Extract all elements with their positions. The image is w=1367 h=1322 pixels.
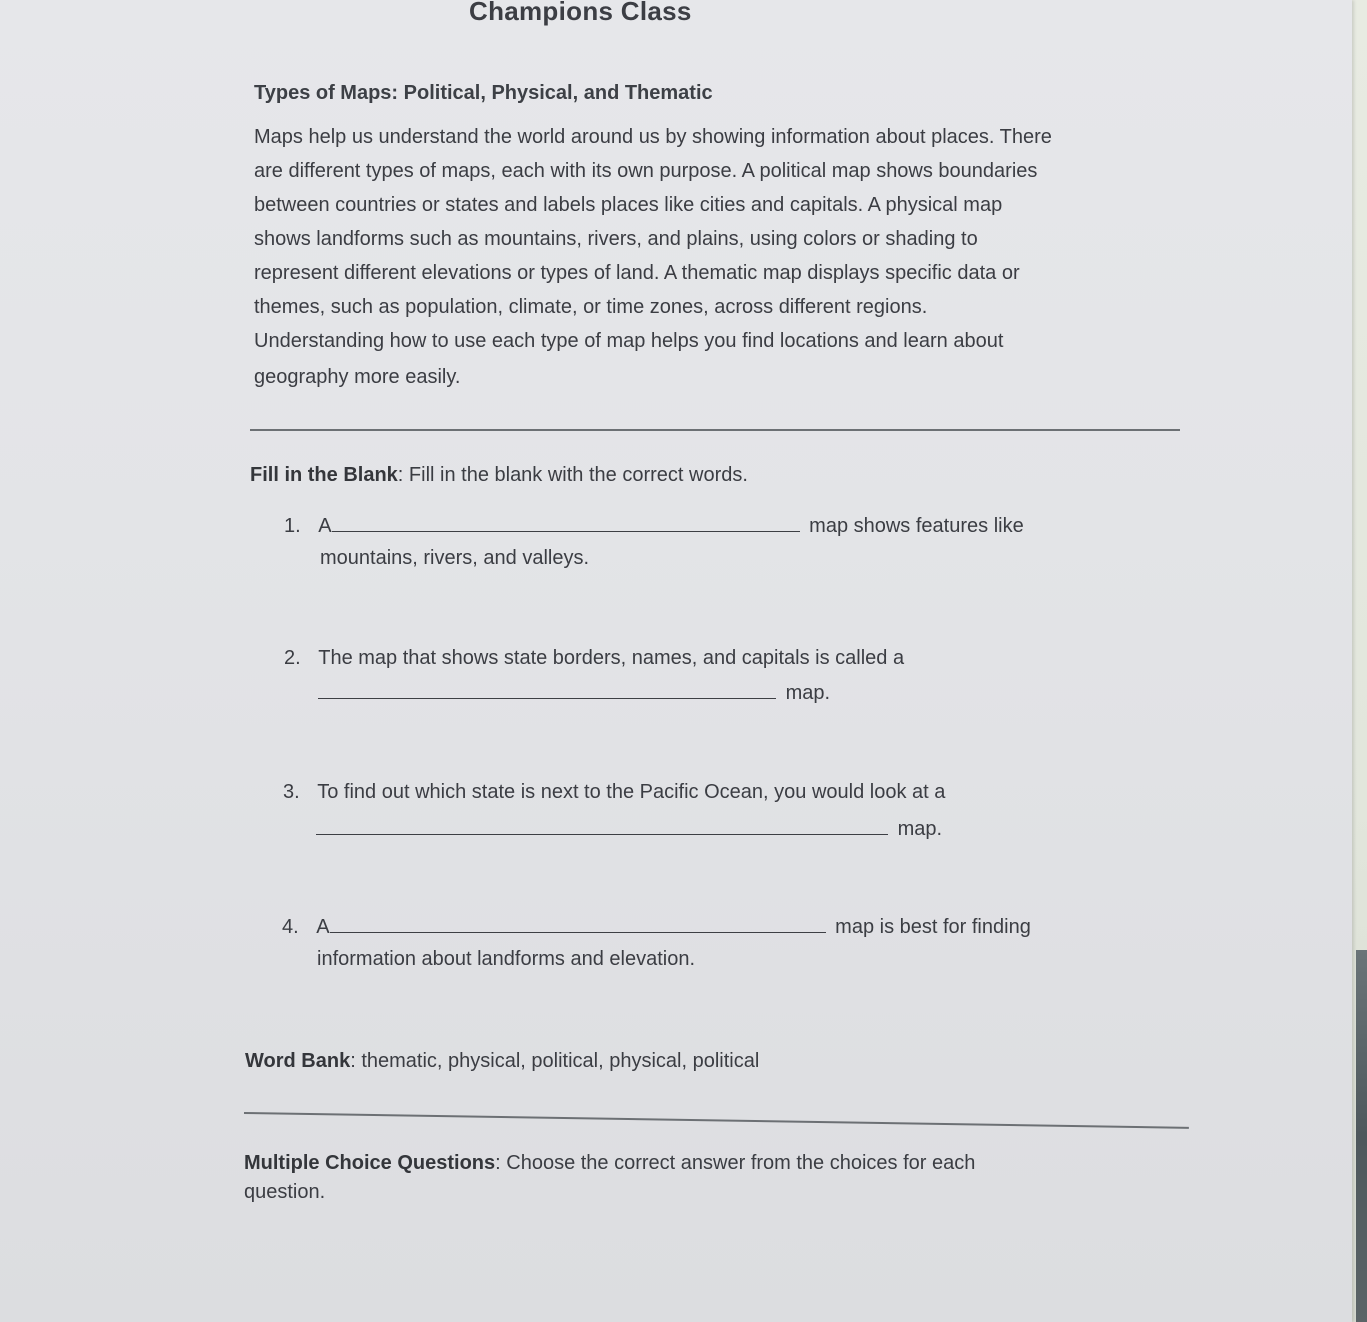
multiple-choice-label: Multiple Choice Questions	[244, 1152, 496, 1174]
question-4	[282, 914, 1031, 939]
answer-blank[interactable]	[316, 816, 888, 835]
question-3-line2	[316, 816, 942, 841]
multiple-choice-instruction: : Choose the correct answer from the choices for each	[495, 1152, 976, 1174]
divider	[250, 429, 1180, 431]
paragraph-line: themes, such as population, climate, or time zones, across different regions.	[254, 296, 928, 318]
paragraph-line: Maps help us understand the world around us by showing information about places. There	[254, 126, 1052, 148]
question-text: A	[318, 515, 332, 537]
fill-in-blank-instruction: : Fill in the blank with the correct words.	[397, 464, 748, 486]
fill-in-blank-label: Fill in the Blank	[250, 464, 398, 486]
word-bank-words: : thematic, physical, political, physical, political	[350, 1050, 760, 1072]
question-text: map shows features like	[809, 515, 1024, 537]
question-4-line2: information about landforms and elevation.	[317, 948, 696, 970]
answer-blank[interactable]	[318, 680, 776, 699]
question-text: A	[316, 916, 330, 938]
question-number: 3.	[283, 781, 300, 803]
question-1-line2: mountains, rivers, and valleys.	[320, 547, 590, 569]
question-text: map is best for finding	[835, 916, 1031, 938]
question-text: The map that shows state borders, names, and capitals is called a	[318, 647, 905, 669]
question-text: To find out which state is next to the Pacific Ocean, you would look at a	[317, 781, 946, 803]
paragraph-line: geography more easily.	[254, 366, 461, 388]
paragraph-line: Understanding how to use each type of map helps you find locations and learn about	[254, 330, 1004, 352]
fill-in-blank-header	[250, 464, 748, 487]
section-heading: Types of Maps: Political, Physical, and Thematic	[254, 82, 713, 104]
question-number: 2.	[284, 647, 301, 669]
multiple-choice-header	[244, 1152, 975, 1175]
question-1	[284, 513, 1024, 538]
divider	[244, 1112, 1189, 1129]
paragraph-line: represent different elevations or types of land. A thematic map displays specific data or	[254, 262, 1020, 284]
answer-blank[interactable]	[332, 513, 800, 532]
question-2-line2	[318, 680, 830, 705]
paragraph-line: are different types of maps, each with its own purpose. A political map shows boundaries	[254, 160, 1038, 182]
question-text: map.	[785, 682, 831, 704]
question-number: 4.	[282, 916, 299, 938]
question-2	[284, 647, 904, 670]
paragraph-line: shows landforms such as mountains, rivers, and plains, using colors or shading to	[254, 228, 978, 250]
page-title: Champions Class	[469, 0, 692, 26]
word-bank	[245, 1050, 759, 1073]
question-3	[283, 781, 945, 804]
paragraph-line: between countries or states and labels places like cities and capitals. A physical map	[254, 194, 1003, 216]
answer-blank[interactable]	[330, 914, 826, 933]
word-bank-label: Word Bank	[245, 1050, 351, 1072]
question-number: 1.	[284, 515, 301, 537]
background-object	[1356, 950, 1367, 1322]
multiple-choice-instruction-line2: question.	[244, 1181, 326, 1203]
question-text: map.	[897, 818, 943, 840]
